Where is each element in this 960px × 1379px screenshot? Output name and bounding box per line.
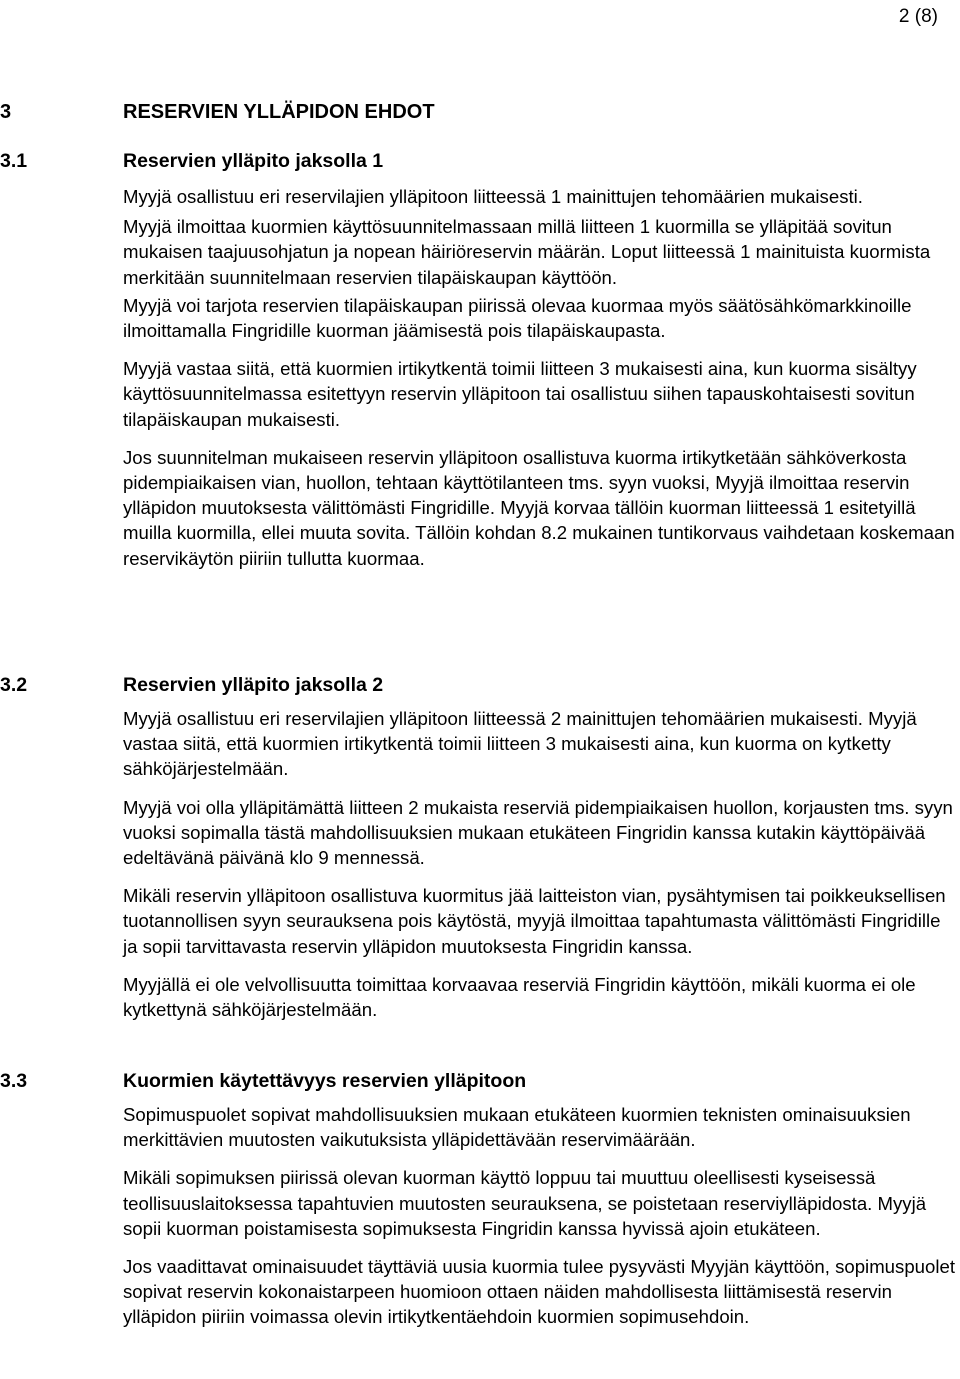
paragraph: Mikäli sopimuksen piirissä olevan kuorman käyttö loppuu tai muuttuu oleellisesti kyseisessä teollisuuslaitoksessa tapahtuvien muutosten seurauksena, se poistetaan reserviylläpidosta. Myyjä sopii kuorman poistamisesta sopimuksesta Fingridin kanssa hyvissä ajoin etukäteen. — [123, 1167, 927, 1239]
section-title: Reservien ylläpito jaksolla 1 — [123, 150, 384, 172]
page-number: 2 (8) — [898, 6, 938, 27]
paragraph: Myyjä ilmoittaa kuormien käyttösuunnitelmassaan millä liitteen 1 kuormilla se ylläpitää sovitun mukaisen taajuusohjatun ja nopean häiriöreservin määrän. Loput liitteessä 1 mainituista kuormista merkitään suunnitelmaan reservien tilapäiskaupan käyttöön. — [123, 216, 931, 288]
section-title: Kuormien käytettävyys reservien ylläpitoon — [123, 1070, 527, 1092]
paragraph: Myyjä osallistuu eri reservilajien ylläpitoon liitteessä 2 mainittujen tehomäärien mukaisesti. Myyjä vastaa siitä, että kuormien irtikytkentä toimii liitteen 3 mukaisesti aina, kun kuorma on kytketty sähköjärjestelmään. — [123, 708, 917, 780]
section-title: Reservien ylläpito jaksolla 2 — [123, 674, 384, 696]
paragraph: Myyjällä ei ole velvollisuutta toimittaa korvaavaa reserviä Fingridin käyttöön, mikäli kuorma ei ole kytkettynä sähköjärjestelmään. — [123, 973, 916, 1021]
paragraph: Myyjä voi olla ylläpitämättä liitteen 2 mukaista reserviä pidempiaikaisen huollon, korjausten tms. syyn vuoksi sopimalla tästä mahdollisuuksien mukaan etukäteen Fingridin kanssa kutakin käyttöpäivää edeltävänä päivänä klo 9 mennessä. — [123, 796, 953, 869]
chapter-number: 3 — [0, 101, 12, 123]
paragraph: Jos suunnitelman mukaiseen reservin ylläpitoon osallistuva kuorma irtikytketään sähköverkosta pidempiaikaisen vian, huollon, tehtaan käyttötilanteen tms. syyn vuoksi, Myyjä ilmoittaa reservin ylläpidon muutoksesta välittömästi Fingridille. Myyjä korvaa tällöin kuorman liitteessä 1 esitetyillä muilla kuormilla, ellei muuta sovita. Tällöin kohdan 8.2 mukainen tuntikorvaus vaihdetaan koskemaan reservikäytön piiriin tullutta kuormaa. — [123, 446, 955, 569]
section-heading — [0, 672, 960, 698]
section-heading — [0, 1068, 960, 1094]
section-body — [123, 706, 960, 1022]
section-3-2 — [0, 672, 960, 1022]
paragraph: Myyjä vastaa siitä, että kuormien irtikytkentä toimii liitteen 3 mukaisesti aina, kun kuorma sisältyy käyttösuunnitelmassa esitettyyn reservin ylläpitoon tai osallistuu siihen tapauskohtaisesti sovitun tilapäiskaupan mukaisesti. — [123, 358, 917, 430]
paragraph: Jos vaadittavat ominaisuudet täyttäviä uusia kuormia tulee pysyvästi Myyjän käyttöön, sopimuspuolet sopivat reservin kokonaistarpeen huomioon ottaen näiden mahdollisesta liittämisestä reservin ylläpidon piiriin voimassa olevin irtikytkentäehdoin kuormien sopimusehdoin. — [123, 1256, 955, 1328]
section-number: 3.2 — [0, 674, 28, 696]
section-3-1 — [0, 148, 960, 571]
section-number: 3.1 — [0, 150, 28, 172]
paragraph: Myyjä osallistuu eri reservilajien ylläpitoon liitteessä 1 mainittujen tehomäärien mukaisesti. — [123, 186, 863, 207]
paragraph: Sopimuspuolet sopivat mahdollisuuksien mukaan etukäteen kuormien teknisten ominaisuuksien merkittävien muutosten vaikutuksista ylläpidettävään reservimäärään. — [123, 1104, 911, 1151]
chapter-title: RESERVIEN YLLÄPIDON EHDOT — [123, 101, 435, 123]
section-body — [123, 184, 960, 571]
section-number: 3.3 — [0, 1070, 28, 1092]
section-3-3 — [0, 1068, 960, 1330]
paragraph: Myyjä voi tarjota reservien tilapäiskaupan piirissä olevaa kuormaa myös säätösähkömarkkinoille ilmoittamalla Fingridille kuorman jäämisestä pois tilapäiskaupasta. — [123, 294, 912, 342]
paragraph: Mikäli reservin ylläpitoon osallistuva kuormitus jää laitteiston vian, pysähtymisen tai poikkeuksellisen tuotannollisen syyn seurauksena pois käytöstä, myyjä ilmoittaa tapahtumasta välittömästi Fingridille ja sopii tarvittavasta reservin ylläpidon muutoksesta Fingridin kanssa. — [123, 885, 946, 957]
section-heading — [0, 148, 960, 174]
section-body — [123, 1102, 960, 1330]
